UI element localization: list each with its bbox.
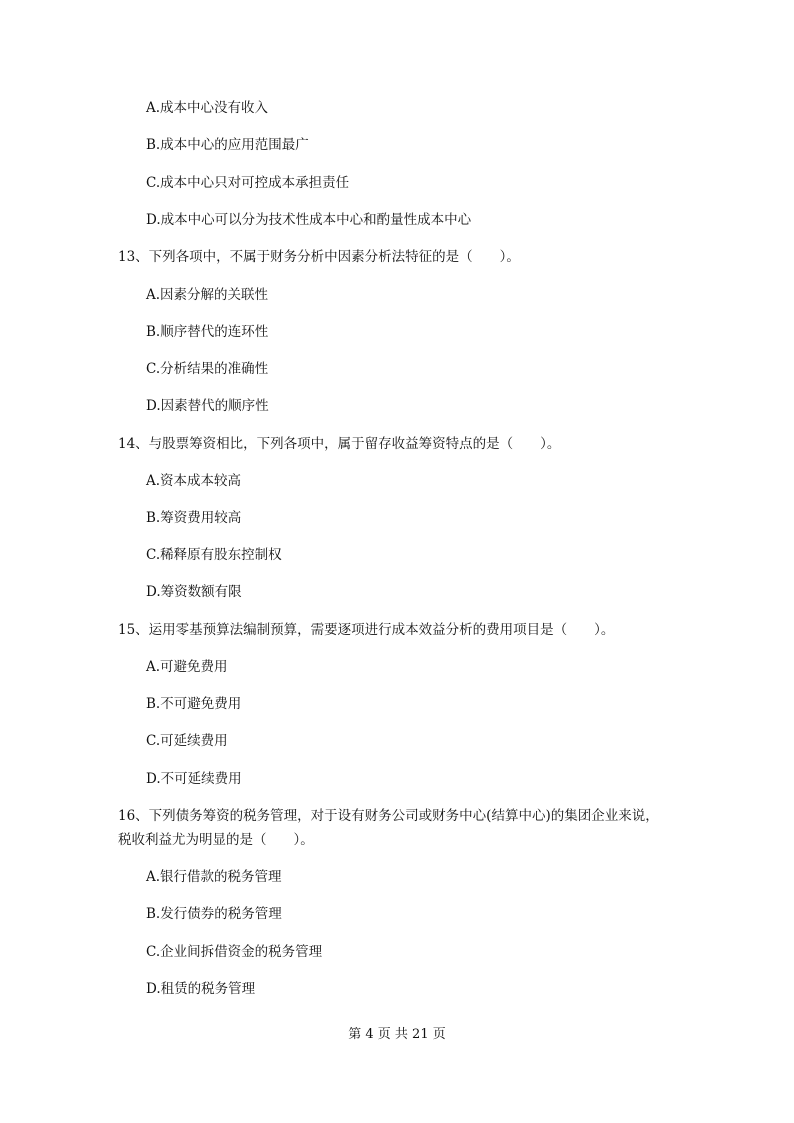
option-15c: C.可延续费用 xyxy=(146,733,228,749)
option-13d: D.因素替代的顺序性 xyxy=(146,398,269,414)
question-14: 14、与股票筹资相比，下列各项中，属于留存收益筹资特点的是（ ）。 xyxy=(118,436,561,452)
question-16: 16、下列债务筹资的税务管理，对于设有财务公司或财务中心(结算中心)的集团企业来说， xyxy=(118,808,659,824)
option-16a: A.银行借款的税务管理 xyxy=(146,869,282,885)
question-13: 13、下列各项中，不属于财务分析中因素分析法特征的是（ ）。 xyxy=(118,249,520,265)
option-13b: B.顺序替代的连环性 xyxy=(146,324,269,340)
question-15: 15、运用零基预算法编制预算，需要逐项进行成本效益分析的费用项目是（ ）。 xyxy=(118,622,615,638)
option-12b: B.成本中心的应用范围最广 xyxy=(146,137,309,153)
option-13a: A.因素分解的关联性 xyxy=(146,287,269,303)
option-15a: A.可避免费用 xyxy=(146,659,228,675)
option-15b: B.不可避免费用 xyxy=(146,696,242,712)
page-footer: 第 4 页 共 21 页 xyxy=(348,1027,446,1042)
option-14c: C.稀释原有股东控制权 xyxy=(146,547,282,563)
option-12c: C.成本中心只对可控成本承担责任 xyxy=(146,175,350,191)
option-15d: D.不可延续费用 xyxy=(146,771,242,787)
question-16-continued: 税收利益尤为明显的是（ ）。 xyxy=(118,832,314,848)
option-16b: B.发行债券的税务管理 xyxy=(146,906,282,922)
option-14b: B.筹资费用较高 xyxy=(146,510,242,526)
option-13c: C.分析结果的准确性 xyxy=(146,361,269,377)
option-12a: A.成本中心没有收入 xyxy=(146,100,269,116)
option-12d: D.成本中心可以分为技术性成本中心和酌量性成本中心 xyxy=(146,212,472,228)
option-14d: D.筹资数额有限 xyxy=(146,584,242,600)
option-16d: D.租赁的税务管理 xyxy=(146,981,256,997)
option-16c: C.企业间拆借资金的税务管理 xyxy=(146,944,323,960)
option-14a: A.资本成本较高 xyxy=(146,473,242,489)
